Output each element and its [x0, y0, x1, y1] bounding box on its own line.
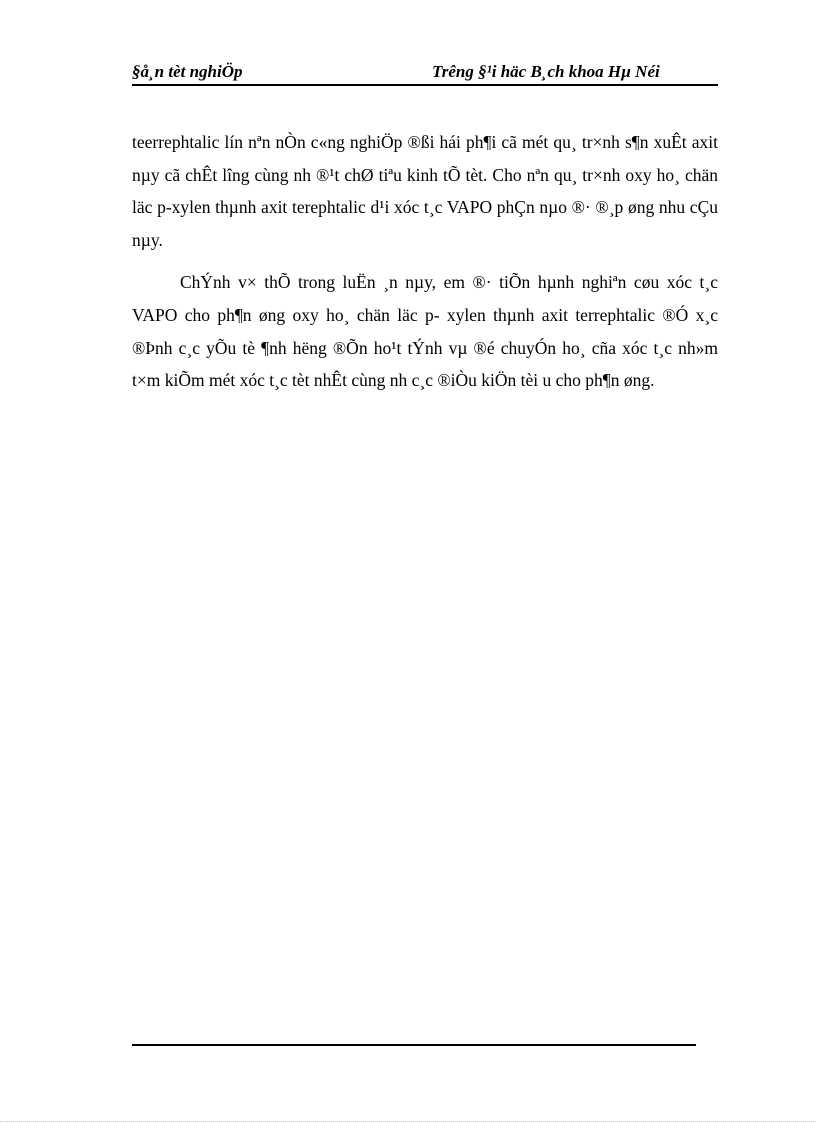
- header-document-type: §å¸n tèt nghiÖp: [132, 62, 243, 81]
- footer-divider: [132, 1044, 696, 1046]
- paragraph-2: ChÝnh v× thÕ trong luËn ¸n nµy, em ®· tiÕn hµnh nghiªn cøu xóc t¸c VAPO cho ph¶n øng oxy ho¸ chän läc p- xylen thµnh axit terrephtalic ®Ó x¸c ®Þnh c¸c yÕu tè ¶nh hëng ®Õn ho¹t tÝnh vµ ®é chuyÓn ho¸ cña xóc t¸c nh»m t×m kiÕm mét xóc t¸c tèt nhÊt cùng nh c¸c ®iÒu kiÖn tèi u cho ph¶n øng.: [132, 272, 718, 391]
- page-header: [132, 60, 718, 86]
- body-text: [132, 126, 718, 407]
- paragraph-1: teerrephtalic lín nªn nÒn c«ng nghiÖp ®ßi hái ph¶i cã mét qu¸ tr×nh s¶n xuÊt axit nµy cã chÊt lîng cùng nh ®¹t chØ tiªu kinh tÕ tèt. Cho nªn qu¸ tr×nh oxy ho¸ chän läc p-xylen thµnh axit terephtalic d¹i xóc t¸c VAPO phÇn nµo ®· ®¸p øng nhu cÇu nµy.: [132, 132, 718, 250]
- header-university-name: Trêng §¹i häc B¸ch khoa Hµ Néi: [432, 62, 660, 81]
- header-divider: [132, 84, 718, 86]
- page-bottom-border: [0, 1121, 816, 1122]
